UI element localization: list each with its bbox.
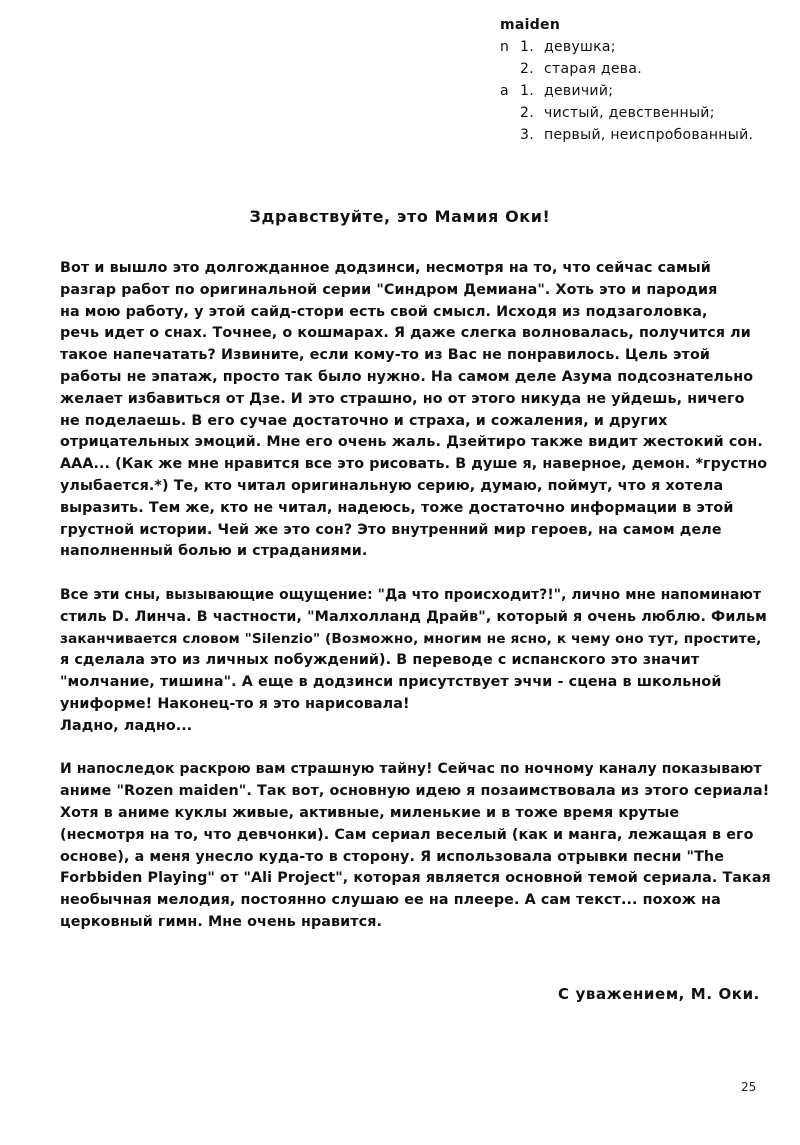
text-line: наполненный болью и страданиями. (60, 543, 368, 560)
dictionary-sense (500, 58, 790, 80)
text-line: "молчание, тишина". А еще в додзинси присутствует эччи - сцена в школьной (60, 674, 722, 691)
text-line: такое напечатать? Извините, если кому-то из Вас не понравилось. Цель этой (60, 347, 710, 364)
paragraph (60, 258, 772, 563)
sense-number: 1. (520, 83, 534, 99)
text-line: желает избавиться от Дзе. И это страшно, но от этого никуда не уйдешь, ничего (60, 390, 745, 407)
text-line: улыбается.*) Те, кто читал оригинальную серию, думаю, поймут, что я хотела (60, 477, 724, 494)
text-line: разгар работ по оригинальной серии "Синдром Демиана". Хоть это и пародия (60, 281, 718, 298)
sense-text: чистый, девственный; (544, 105, 715, 121)
dictionary-sense (500, 124, 790, 146)
text-line: необычная мелодия, постоянно слушаю ее на плеере. А сам текст... похож на (60, 892, 721, 909)
dictionary-sense (500, 36, 790, 58)
letter-body (60, 258, 772, 934)
text-line: я сделала это из личных побуждений). В переводе с испанского это значит (60, 652, 700, 669)
text-line: Вот и вышло это долгожданное додзинси, несмотря на то, что сейчас самый (60, 260, 711, 276)
text-line: речь идет о снах. Точнее, о кошмарах. Я даже слегка волновалась, получится ли (60, 325, 751, 342)
dictionary-sense (500, 102, 790, 124)
dictionary-entry (500, 14, 790, 146)
dictionary-sense (500, 80, 790, 102)
letter-greeting: Здравствуйте, это Мамия Оки! (249, 207, 551, 226)
text-line: не поделаешь. В его сучае достаточно и страха, и сожаления, и других (60, 412, 668, 429)
text-line: грустной истории. Чей же это сон? Это внутренний мир героев, на самом деле (60, 521, 722, 538)
paragraph (60, 585, 772, 738)
sense-number: 1. (520, 39, 534, 55)
text-line: аниме "Rozen maiden". Так вот, основную идею я позаимствовала из этого сериала! (60, 783, 770, 800)
text-line: униформе! Наконец-то я это нарисовала! (60, 695, 410, 712)
dictionary-headword: maiden (500, 17, 561, 33)
text-line: заканчивается словом "Silenzio" (Возможно, многим не ясно, к чему оно тут, простите, (60, 630, 762, 647)
text-line: (несмотря на то, что девчонки). Сам сериал веселый (как и манга, лежащая в его (60, 826, 754, 843)
page-number: 25 (741, 1080, 757, 1094)
text-line: отрицательных эмоций. Мне его очень жаль. Дзейтиро также видит жестокий сон. (60, 434, 763, 451)
text-line: на мою работу, у этой сайд-стори есть свой смысл. Исходя из подзаголовка, (60, 303, 708, 320)
sense-text: девичий; (544, 83, 614, 99)
sense-number: 2. (520, 61, 534, 77)
sense-number: 3. (520, 127, 534, 143)
text-line: И напоследок раскрою вам страшную тайну! Сейчас по ночному каналу показывают (60, 761, 762, 778)
paragraph (60, 759, 772, 933)
sense-number: 2. (520, 105, 534, 121)
text-line: Ладно, ладно... (60, 717, 193, 734)
letter-signature: С уважением, М. Оки. (558, 985, 760, 1003)
text-line: церковный гимн. Мне очень нравится. (60, 913, 383, 930)
sense-text: первый, неиспробованный. (544, 127, 754, 143)
text-line: стиль D. Линча. В частности, "Малхолланд Драйв", который я очень люблю. Фильм (60, 608, 767, 625)
text-line: основе), а меня унесло куда-то в сторону. Я использовала отрывки песни "The (60, 848, 724, 865)
text-line: ААА... (Как же мне нравится все это рисовать. В душе я, наверное, демон. *грустно (60, 456, 768, 473)
part-of-speech-noun: n (500, 39, 510, 55)
sense-text: девушка; (544, 39, 616, 55)
text-line: Forbbiden Playing" от "Ali Project", которая является основной темой сериала. Такая (60, 870, 771, 887)
sense-text: старая дева. (544, 61, 642, 77)
text-line: выразить. Тем же, кто не читал, надеюсь, тоже достаточно информации в этой (60, 499, 734, 516)
text-line: работы не эпатаж, просто так было нужно. На самом деле Азума подсознательно (60, 368, 754, 385)
part-of-speech-adjective: a (500, 83, 509, 99)
text-line: Все эти сны, вызывающие ощущение: "Да что происходит?!", лично мне напоминают (60, 586, 762, 603)
text-line: Хотя в аниме куклы живые, активные, миленькие и в тоже время крутые (60, 804, 680, 821)
